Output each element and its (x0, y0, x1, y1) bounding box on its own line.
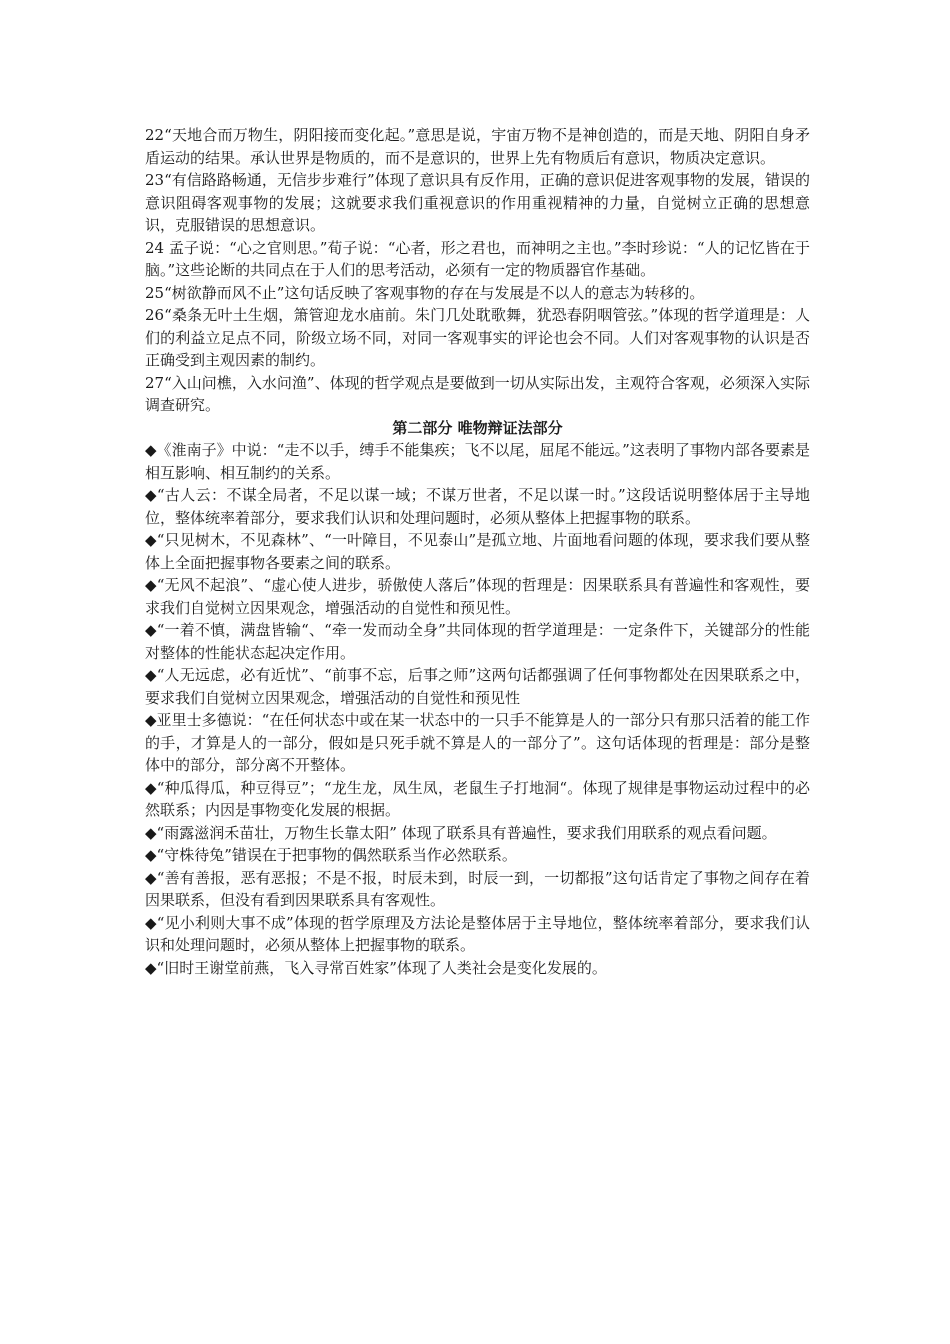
bullet-item: ◆“人无远虑，必有近忧”、“前事不忘，后事之师”这两句话都强调了任何事物都处在因果联系之中，要求我们自觉树立因果观念，增强活动的自觉性和预见性 (145, 666, 810, 707)
bullet-item: ◆“旧时王谢堂前燕，飞入寻常百姓家”体现了人类社会是变化发展的。 (145, 958, 607, 977)
paragraph-22: 22“天地合而万物生，阴阳接而变化起。”意思是说，宇宙万物不是神创造的，而是天地、阴阳自身矛盾运动的结果。承认世界是物质的，而不是意识的，世界上先有物质后有意识，物质决定意识。 (145, 126, 810, 167)
bullet-item: ◆“善有善报，恶有恶报；不是不报，时辰未到，时辰一到，一切都报”这句话肯定了事物之间存在着因果联系，但没有看到因果联系具有客观性。 (145, 868, 810, 909)
paragraph-27: 27“入山问樵，入水问渔”、体现的哲学观点是要做到一切从实际出发，主观符合客观，必须深入实际调查研究。 (145, 373, 810, 414)
paragraph-26: 26“桑条无叶土生烟，箫管迎龙水庙前。朱门几处耽歌舞，犹恐春阴咽管弦。”体现的哲学道理是：人们的利益立足点不同，阶级立场不同，对同一客观事实的评论也会不同。人们对客观事物的认识是否正确受到主观因素的制约。 (145, 306, 810, 369)
bullet-item: ◆“见小利则大事不成”体现的哲学原理及方法论是整体居于主导地位，整体统率着部分，要求我们认识和处理问题时，必须从整体上把握事物的联系。 (145, 913, 810, 954)
paragraph-24: 24 孟子说：“心之官则思。”荀子说：“心者，形之君也，而神明之主也。”李时珍说：“人的记忆皆在于脑。”这些论断的共同点在于人们的思考活动，必须有一定的物质器官作基础。 (145, 238, 810, 279)
document-page (145, 124, 810, 979)
section-heading: 第二部分 唯物辩证法部分 (392, 418, 563, 437)
bullet-item: ◆《淮南子》中说：“走不以手，缚手不能集疾；飞不以尾，屈尾不能远。”这表明了事物内部各要素是相互影响、相互制约的关系。 (145, 441, 810, 482)
paragraph-23: 23“有信路路畅通，无信步步难行”体现了意识具有反作用，正确的意识促进客观事物的发展，错误的意识阻碍客观事物的发展；这就要求我们重视意识的作用重视精神的力量，自觉树立正确的思想意识，克服错误的思想意识。 (145, 171, 810, 234)
bullet-item: ◆“一着不慎，满盘皆输“、“牵一发而动全身”共同体现的哲学道理是：一定条件下，关键部分的性能对整体的性能状态起决定作用。 (145, 621, 810, 662)
bullet-item: ◆“古人云：不谋全局者，不足以谋一域；不谋万世者，不足以谋一时。”这段话说明整体居于主导地位，整体统率着部分，要求我们认识和处理问题时，必须从整体上把握事物的联系。 (145, 486, 810, 527)
bullet-item: ◆“种瓜得瓜，种豆得豆”；“龙生龙，凤生凤，老鼠生子打地洞“。体现了规律是事物运动过程中的必然联系；内因是事物变化发展的根据。 (145, 778, 810, 819)
bullet-item: ◆“无风不起浪”、“虚心使人进步，骄傲使人落后”体现的哲理是：因果联系具有普遍性和客观性，要求我们自觉树立因果观念，增强活动的自觉性和预见性。 (145, 576, 810, 617)
bullet-item: ◆“只见树木，不见森林”、“一叶障目，不见泰山”是孤立地、片面地看问题的体现，要求我们要从整体上全面把握事物各要素之间的联系。 (145, 531, 810, 572)
bullet-item: ◆“守株待兔”错误在于把事物的偶然联系当作必然联系。 (145, 846, 517, 864)
paragraph-25: 25“树欲静而风不止”这句话反映了客观事物的存在与发展是不以人的意志为转移的。 (145, 283, 705, 302)
bullet-item: ◆亚里士多德说：“在任何状态中或在某一状态中的一只手不能算是人的一部分只有那只活着的能工作的手，才算是人的一部分，假如是只死手就不算是人的一部分了”。这句话体现的哲理是：部分是整体中的部分，部分离不开整体。 (145, 711, 810, 774)
bullet-item: ◆“雨露滋润禾苗壮，万物生长靠太阳” 体现了联系具有普遍性，要求我们用联系的观点看问题。 (145, 823, 777, 842)
